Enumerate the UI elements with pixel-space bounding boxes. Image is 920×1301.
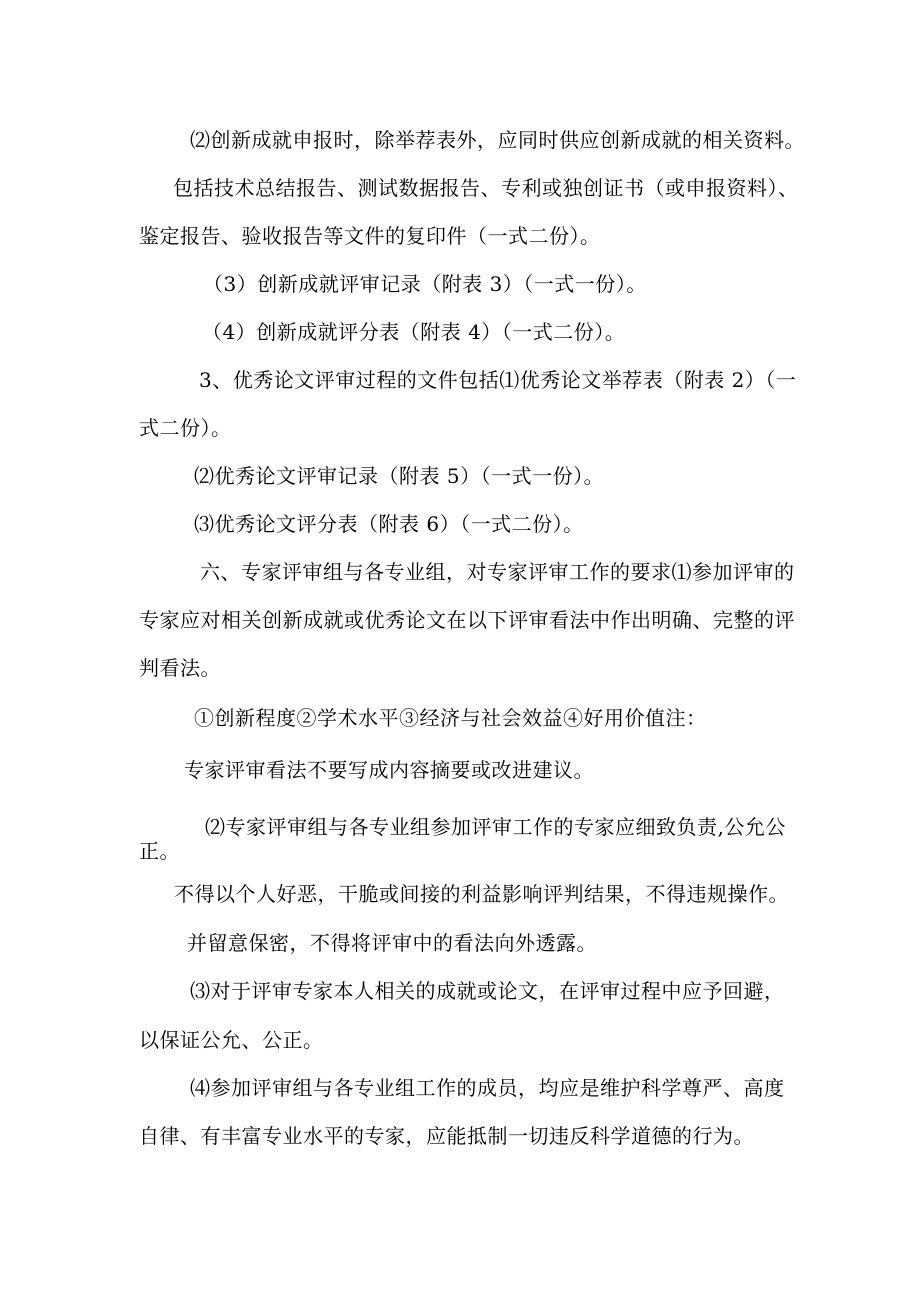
paragraph-line: ⑵创新成就申报时，除举荐表外，应同时供应创新成就的相关资料。 <box>190 128 805 152</box>
paragraph-line: 式二份）。 <box>139 416 232 440</box>
paragraph-line: 六、专家评审组与各专业组，对专家评审工作的要求⑴参加评审的 <box>200 560 795 584</box>
paragraph-line: 正。 <box>139 839 180 863</box>
paragraph-line: 鉴定报告、验收报告等文件的复印件（一式二份）。 <box>139 224 601 248</box>
paragraph-line: ①创新程度②学术水平③经济与社会效益④好用价值注： <box>194 706 707 730</box>
paragraph-line: 以保证公允、公正。 <box>139 1028 324 1052</box>
paragraph-line: （4）创新成就评分表（附表 4）（一式二份）。 <box>202 320 626 344</box>
paragraph-line: 专家应对相关创新成就或优秀论文在以下评审看法中作出明确、完整的评 <box>139 608 795 632</box>
paragraph-line: ⑵专家评审组与各专业组参加评审工作的专家应细致负责,公允公 <box>205 815 786 839</box>
paragraph-line: 不得以个人好恶，干脆或间接的利益影响评判结果，不得违规操作。 <box>174 882 789 906</box>
paragraph-line: 判看法。 <box>139 656 221 680</box>
paragraph-line: ⑶优秀论文评分表（附表 6）（一式二份）。 <box>194 512 584 536</box>
paragraph-line: 3、优秀论文评审过程的文件包括⑴优秀论文举荐表（附表 2）（一 <box>199 368 797 392</box>
paragraph-line: 包括技术总结报告、测试数据报告、专利或独创证书（或申报资料）、 <box>173 176 799 200</box>
paragraph-line: 专家评审看法不要写成内容摘要或改进建议。 <box>184 758 594 782</box>
paragraph-line: ⑵优秀论文评审记录（附表 5）（一式一份）。 <box>194 464 605 488</box>
paragraph-line: ⑷参加评审组与各专业组工作的成员，均应是维护科学尊严、高度 <box>190 1076 785 1100</box>
paragraph-line: 并留意保密，不得将评审中的看法向外透露。 <box>187 931 597 955</box>
paragraph-line: 自律、有丰富专业水平的专家，应能抵制一切违反科学道德的行为。 <box>139 1124 754 1148</box>
paragraph-line: （3）创新成就评审记录（附表 3）（一式一份）。 <box>203 272 647 296</box>
paragraph-line: ⑶对于评审专家本人相关的成就或论文，在评审过程中应予回避， <box>190 979 785 1003</box>
